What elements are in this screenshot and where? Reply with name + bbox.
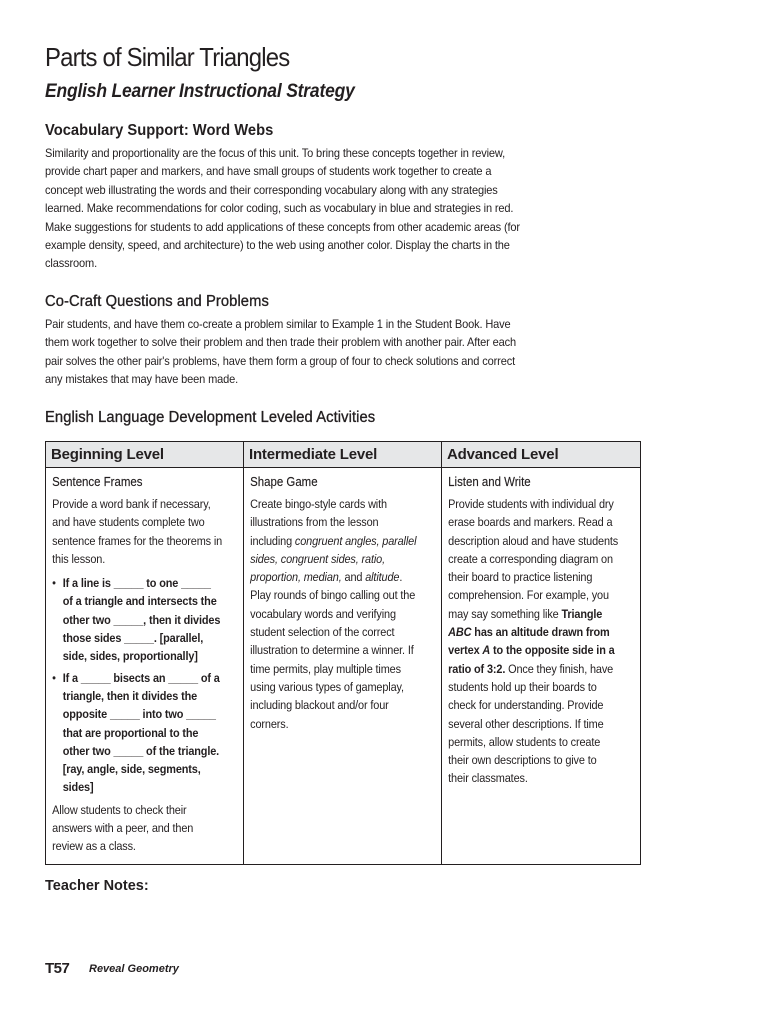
intermediate-level-header: Intermediate Level (244, 442, 441, 468)
frame-text: If a _____ bisects an _____ of a triangle, then it divides the opposite _____ into two _____ that are proportional to the other two _____ of the triangle. (62, 670, 220, 758)
beginning-level-body (46, 468, 229, 856)
listen-write-text-part: Provide students with individual dry erase boards and markers. Read a description aloud and have students create a corresponding diagram on their board to practice listening comprehension. For example, you may say something like (448, 497, 619, 621)
word-bank: [ray, angle, side, segments, sides] (62, 762, 201, 795)
page-title: Parts of Similar Triangles (45, 42, 290, 72)
leveled-activities-table (45, 441, 641, 865)
shape-game-title: Shape Game (250, 474, 318, 489)
beginning-level-header: Beginning Level (46, 442, 243, 468)
page-number: T57 (45, 960, 70, 977)
vocab-paragraph: Similarity and proportionality are the focus of this unit. To bring these concepts together in review, provide chart paper and markers, and have small groups of students work together to create a concept web illustrating the words and their corresponding vocabulary along with any strategies learned. Make recommendations for color coding, such as vocabulary in blue and strategies in red. Make suggestions for students to add applications of these concepts from other academic areas (for example density, speed, and architecture) to the web using another color. Display the charts in the classroom. (45, 146, 520, 271)
example-part: Triangle (561, 606, 603, 621)
advanced-level-header: Advanced Level (442, 442, 640, 468)
shape-game-term-altitude: altitude (365, 570, 400, 585)
page-subtitle: English Learner Instructional Strategy (45, 81, 355, 102)
cocraft-heading: Co-Craft Questions and Problems (45, 293, 269, 310)
advanced-level-body (442, 468, 625, 788)
shape-game-text-part: Create bingo-style cards with illustrations from the lesson including (250, 497, 387, 548)
shape-game-text-part: . Play rounds of bingo calling out the vocabulary words and verifying student selection of the correct illustration to determine a winner. If time permits, play multiple times using various types of gameplay, including blackout and/or four corners. (250, 570, 416, 731)
list-item (52, 669, 223, 797)
listen-write-title: Listen and Write (448, 474, 531, 489)
example-triangle-name: ABC (448, 625, 472, 640)
shape-game-text (250, 495, 421, 733)
book-title: Reveal Geometry (89, 963, 179, 975)
example-vertex-name: A (482, 643, 491, 658)
sentence-frames-intro: Provide a word bank if necessary, and have students complete two sentence frames for the theorems in this lesson. (52, 497, 223, 566)
intermediate-level-column (244, 442, 442, 864)
eld-heading: English Language Development Leveled Activities (45, 409, 376, 426)
listen-write-text (448, 495, 619, 788)
frame-text: If a line is _____ to one _____ of a triangle and intersects the other two _____, then it divides those sides _____. (62, 576, 221, 646)
listen-write-text-part: Once they finish, have students hold up their boards to check for understanding. Provide several other descriptions. If time permits, allow students to create their own descriptions to give to their classmates. (448, 661, 614, 786)
list-item (52, 574, 223, 665)
beginning-level-column (46, 442, 244, 864)
sentence-frames-title: Sentence Frames (52, 474, 143, 489)
sentence-frames-closing: Allow students to check their answers with a peer, and then review as a class. (52, 802, 194, 854)
shape-game-terms: congruent angles, parallel sides, congruent sides, ratio, proportion, median, (250, 533, 417, 585)
shape-game-text-part: and (341, 570, 366, 585)
sentence-frames-list (52, 574, 223, 797)
example-part: has an altitude drawn from vertex (448, 625, 610, 658)
cocraft-paragraph: Pair students, and have them co-create a problem similar to Example 1 in the Student Book. Have them work together to solve their problem and then trade their problem with another pair. After each pair solves the other pair's problems, have them form a group of four to check solutions and correct any mistakes that may have been made. (45, 317, 517, 387)
example-part: to the opposite side in a ratio of 3:2. (448, 643, 615, 676)
bullet-icon: • (52, 576, 56, 591)
intermediate-level-body (244, 468, 427, 733)
bullet-icon: • (52, 670, 56, 685)
word-bank: [parallel, side, sides, proportionally] (62, 631, 204, 664)
advanced-level-column (442, 442, 640, 864)
teacher-notes-label: Teacher Notes: (45, 878, 149, 894)
vocab-heading: Vocabulary Support: Word Webs (45, 122, 274, 139)
